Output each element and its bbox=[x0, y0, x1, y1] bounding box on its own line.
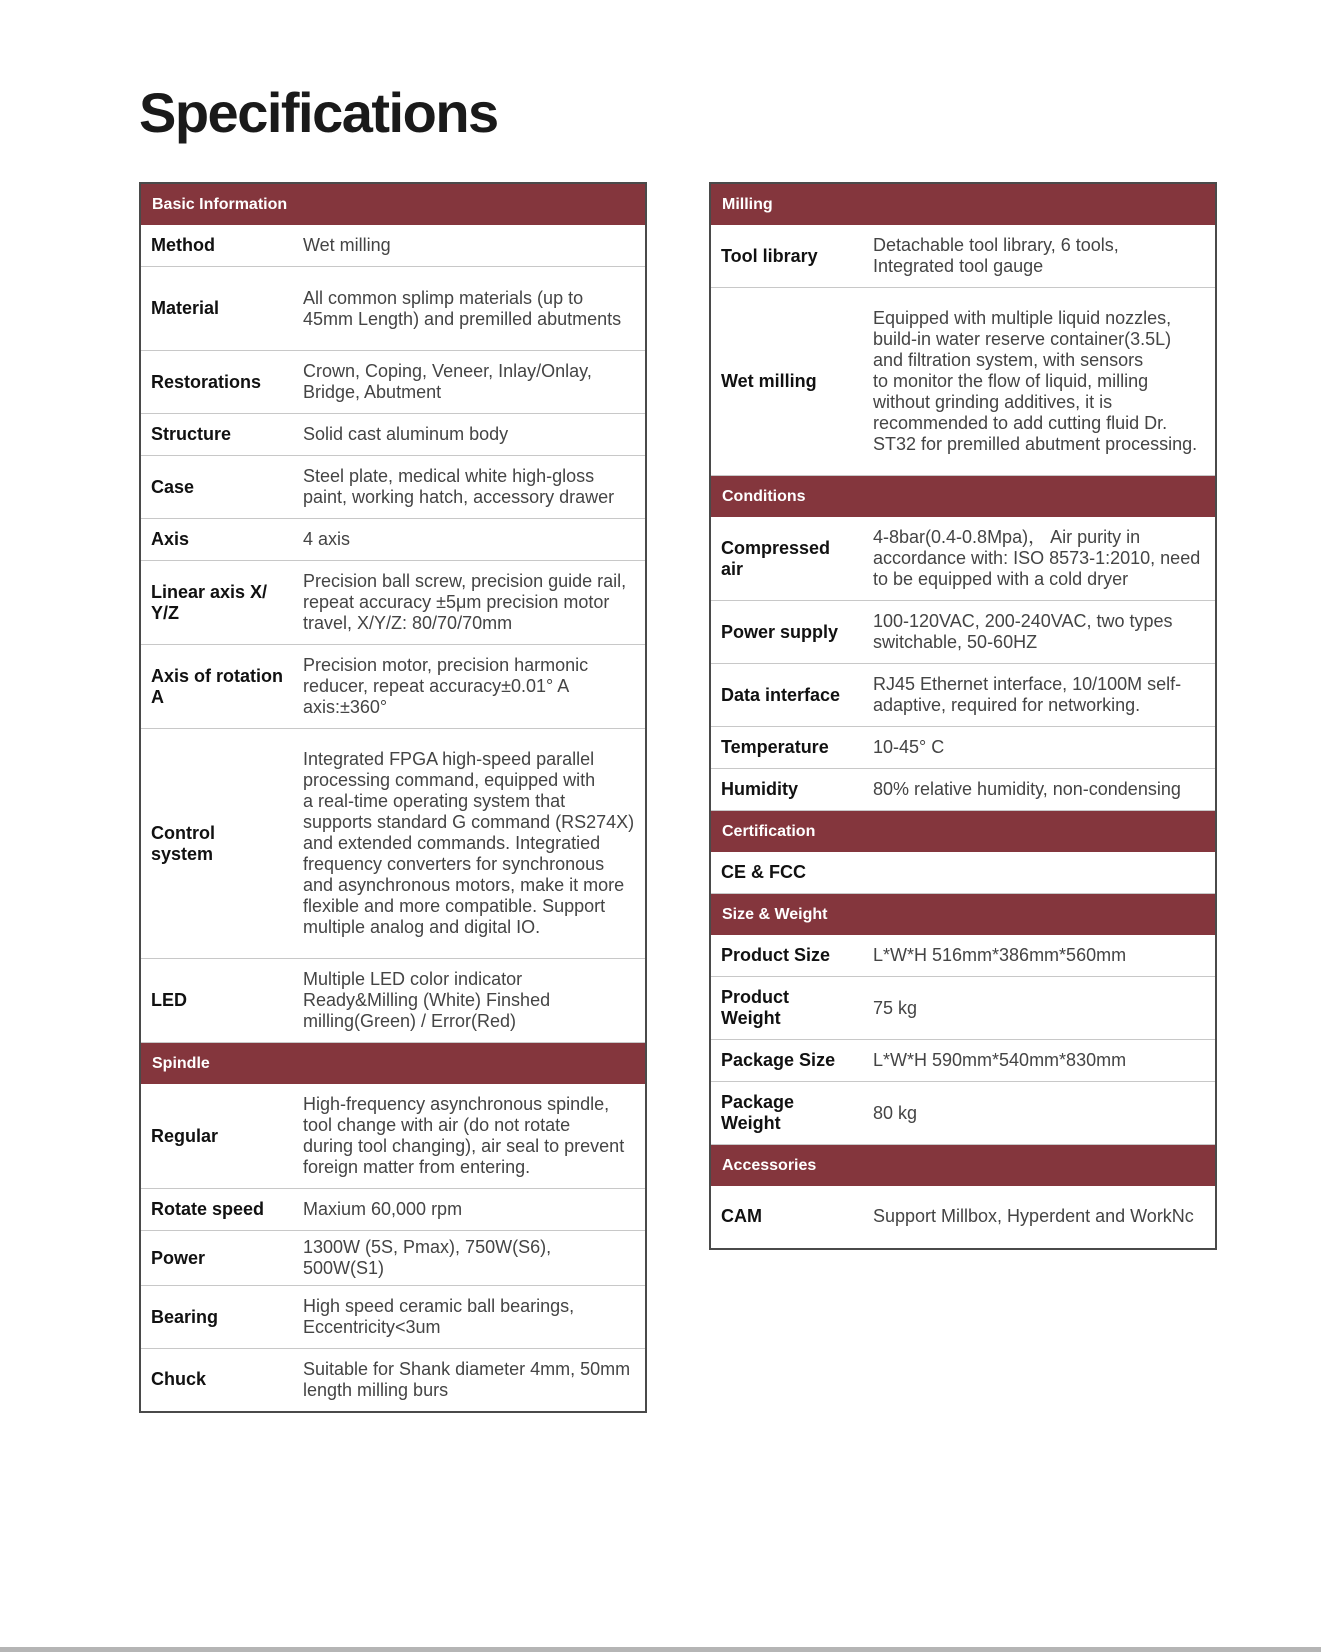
spec-value: Steel plate, medical white high-gloss paint, working hatch, accessory drawer bbox=[293, 456, 646, 519]
spec-value: High-frequency asynchronous spindle, tool change with air (do not rotate during tool changing), air seal to prevent foreign matter from entering. bbox=[293, 1084, 646, 1189]
spec-row bbox=[710, 852, 1216, 894]
spec-value: L*W*H 516mm*386mm*560mm bbox=[863, 935, 1216, 977]
spec-label: Structure bbox=[140, 414, 293, 456]
spec-row bbox=[140, 1231, 646, 1286]
spec-row bbox=[140, 959, 646, 1043]
section-header bbox=[140, 183, 646, 225]
section-header bbox=[140, 1043, 646, 1084]
spec-label: Case bbox=[140, 456, 293, 519]
spec-row bbox=[710, 664, 1216, 727]
spec-label: Regular bbox=[140, 1084, 293, 1189]
spec-value: 1300W (5S, Pmax), 750W(S6), 500W(S1) bbox=[293, 1231, 646, 1286]
spec-row bbox=[710, 517, 1216, 601]
section-title: Size & Weight bbox=[710, 894, 1216, 935]
spec-label: Temperature bbox=[710, 727, 863, 769]
spec-label: Bearing bbox=[140, 1286, 293, 1349]
spec-value: Solid cast aluminum body bbox=[293, 414, 646, 456]
spec-label: Control system bbox=[140, 729, 293, 959]
spec-value: Precision ball screw, precision guide rail, repeat accuracy ±5μm precision motor travel, X/Y/Z: 80/70/70mm bbox=[293, 561, 646, 645]
spec-value: 100-120VAC, 200-240VAC, two types switchable, 50-60HZ bbox=[863, 601, 1216, 664]
spec-row bbox=[140, 1349, 646, 1412]
section-title: Basic Information bbox=[140, 183, 646, 225]
spec-label: LED bbox=[140, 959, 293, 1043]
spec-value: Precision motor, precision harmonic reducer, repeat accuracy±0.01° A axis:±360° bbox=[293, 645, 646, 729]
spec-row bbox=[140, 225, 646, 267]
section-title: Spindle bbox=[140, 1043, 646, 1084]
spec-value: Equipped with multiple liquid nozzles, build-in water reserve container(3.5L) and filtration system, with sensors to monitor the flow of liquid, milling without grinding additives, it is recommended to add cutting fluid Dr. ST32 for premilled abutment processing. bbox=[863, 288, 1216, 476]
spec-row bbox=[140, 729, 646, 959]
spec-label: Power supply bbox=[710, 601, 863, 664]
spec-row bbox=[710, 601, 1216, 664]
spec-value: 4-8bar(0.4-0.8Mpa)， Air purity in accordance with: ISO 8573-1:2010, need to be equipped with a cold dryer bbox=[863, 517, 1216, 601]
spec-row bbox=[140, 519, 646, 561]
spec-table-right bbox=[709, 182, 1217, 1250]
spec-row bbox=[140, 645, 646, 729]
spec-row bbox=[710, 769, 1216, 811]
spec-value: L*W*H 590mm*540mm*830mm bbox=[863, 1040, 1216, 1082]
section-header bbox=[710, 476, 1216, 517]
spec-row bbox=[140, 561, 646, 645]
spec-value: Multiple LED color indicator Ready&Milling (White) Finshed milling(Green) / Error(Red) bbox=[293, 959, 646, 1043]
spec-value bbox=[863, 852, 1216, 894]
spec-row bbox=[140, 414, 646, 456]
spec-label: Product Size bbox=[710, 935, 863, 977]
spec-value: 75 kg bbox=[863, 977, 1216, 1040]
spec-value: Maxium 60,000 rpm bbox=[293, 1189, 646, 1231]
spec-table-left bbox=[139, 182, 647, 1413]
spec-value: Integrated FPGA high-speed parallel processing command, equipped with a real-time operating system that supports standard G command (RS274X) and extended commands. Integratied frequency converters for synchronous and asynchronous motors, make it more flexible and more compatible. Support multiple analog and digital IO. bbox=[293, 729, 646, 959]
spec-label: Humidity bbox=[710, 769, 863, 811]
spec-label: CAM bbox=[721, 1206, 762, 1227]
spec-label: Rotate speed bbox=[140, 1189, 293, 1231]
spec-value: RJ45 Ethernet interface, 10/100M self- adaptive, required for networking. bbox=[863, 664, 1216, 727]
section-header bbox=[710, 183, 1216, 225]
spec-row bbox=[710, 225, 1216, 288]
spec-label: Axis of rotation A bbox=[140, 645, 293, 729]
spec-row bbox=[710, 1082, 1216, 1145]
spec-label: CE & FCC bbox=[710, 852, 863, 894]
spec-value: Crown, Coping, Veneer, Inlay/Onlay, Bridge, Abutment bbox=[293, 351, 646, 414]
spec-label: Package Weight bbox=[710, 1082, 863, 1145]
spec-row bbox=[710, 288, 1216, 476]
spec-value: Support Millbox, Hyperdent and WorkNc bbox=[873, 1206, 1194, 1227]
spec-value: Suitable for Shank diameter 4mm, 50mm length milling burs bbox=[303, 1358, 631, 1400]
spec-value: 80 kg bbox=[863, 1082, 1216, 1145]
spec-row bbox=[710, 727, 1216, 769]
spec-label: Chuck bbox=[151, 1369, 207, 1390]
spec-row bbox=[140, 267, 646, 351]
spec-label: Axis bbox=[140, 519, 293, 561]
spec-row bbox=[710, 1040, 1216, 1082]
spec-label: Restorations bbox=[140, 351, 293, 414]
section-title: Milling bbox=[710, 183, 1216, 225]
spec-value: 10-45° C bbox=[863, 727, 1216, 769]
spec-value: 4 axis bbox=[293, 519, 646, 561]
spec-value: High speed ceramic ball bearings, Eccentricity<3um bbox=[293, 1286, 646, 1349]
spec-label: Product Weight bbox=[710, 977, 863, 1040]
spec-row bbox=[710, 1186, 1216, 1249]
spec-row bbox=[140, 456, 646, 519]
spec-label: Data interface bbox=[710, 664, 863, 727]
spec-value: Detachable tool library, 6 tools, Integrated tool gauge bbox=[863, 225, 1216, 288]
spec-label: Material bbox=[140, 267, 293, 351]
spec-label: Compressed air bbox=[710, 517, 863, 601]
spec-value: 80% relative humidity, non-condensing bbox=[863, 769, 1216, 811]
section-title: Certification bbox=[710, 811, 1216, 852]
spec-value: All common splimp materials (up to 45mm Length) and premilled abutments bbox=[293, 267, 646, 351]
spec-label: Power bbox=[140, 1231, 293, 1286]
section-header bbox=[710, 811, 1216, 852]
spec-value: Wet milling bbox=[293, 225, 646, 267]
spec-label: Tool library bbox=[710, 225, 863, 288]
spec-row bbox=[140, 1084, 646, 1189]
spec-label: Package Size bbox=[710, 1040, 863, 1082]
spec-row bbox=[140, 1189, 646, 1231]
spec-label: Linear axis X/ Y/Z bbox=[140, 561, 293, 645]
spec-row bbox=[710, 977, 1216, 1040]
spec-label: Method bbox=[140, 225, 293, 267]
spec-label: Wet milling bbox=[710, 288, 863, 476]
spec-row bbox=[710, 935, 1216, 977]
section-title: Accessories bbox=[710, 1145, 1216, 1186]
section-title: Conditions bbox=[710, 476, 1216, 517]
footer-divider bbox=[0, 1647, 1321, 1652]
section-header bbox=[710, 1145, 1216, 1186]
spec-row bbox=[140, 1286, 646, 1349]
page-title: Specifications bbox=[139, 81, 498, 144]
section-header bbox=[710, 894, 1216, 935]
spec-row bbox=[140, 351, 646, 414]
